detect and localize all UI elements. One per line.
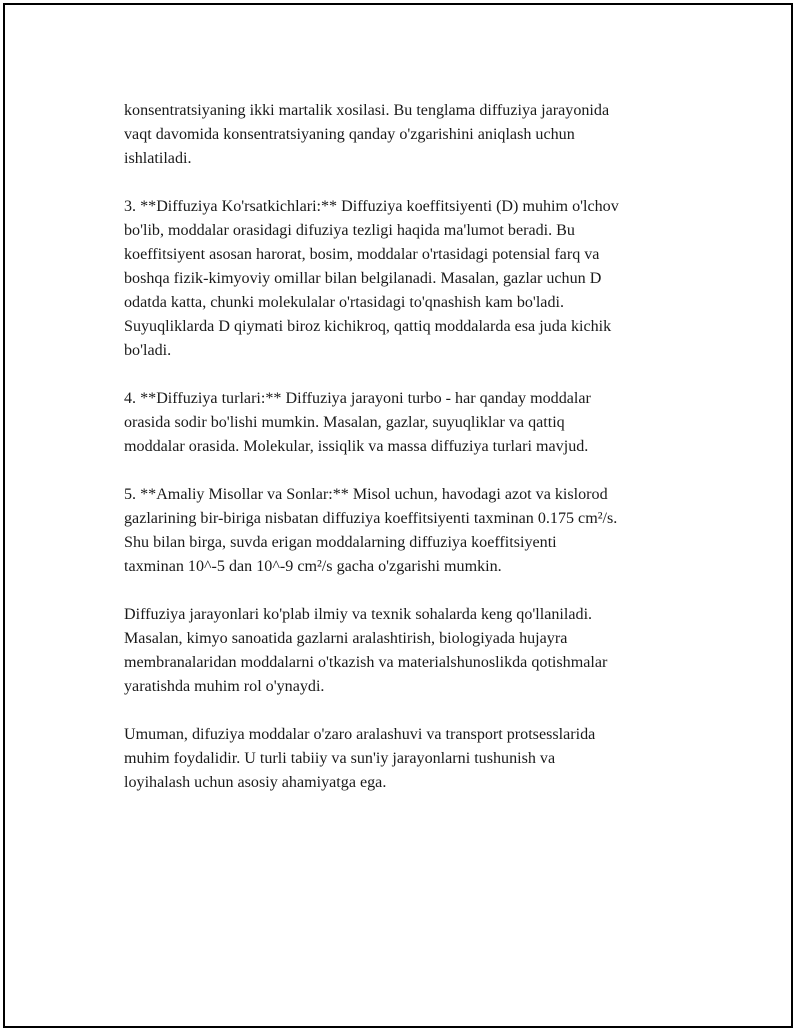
text-line: yaratishda muhim rol o'ynaydi. [124, 678, 325, 695]
text-line: 4. **Diffuziya turlari:** Diffuziya jarayoni turbo - har qanday moddalar [124, 390, 591, 407]
text-line: Umuman, difuziya moddalar o'zaro aralashuvi va transport protsesslarida [124, 726, 596, 743]
text-line: vaqt davomida konsentratsiyaning qanday o'zgarishini aniqlash uchun [124, 126, 575, 143]
text-line: bo'ladi. [124, 342, 172, 359]
paragraph-applications [124, 603, 714, 699]
text-line: boshqa fizik-kimyoviy omillar bilan belgilanadi. Masalan, gazlar uchun D [124, 270, 602, 287]
paragraph-practical-examples [124, 483, 714, 579]
text-line: konsentratsiyaning ikki martalik xosilasi. Bu tenglama diffuziya jarayonida [124, 102, 610, 119]
text-line: 5. **Amaliy Misollar va Sonlar:** Misol uchun, havodagi azot va kislorod [124, 486, 608, 503]
text-line: odatda katta, chunki molekulalar o'rtasidagi to'qnashish kam bo'ladi. [124, 294, 564, 311]
document-body [124, 99, 714, 819]
text-line: Suyuqliklarda D qiymati biroz kichikroq, qattiq moddalarda esa juda kichik [124, 318, 612, 335]
text-line: Shu bilan birga, suvda erigan moddalarning diffuziya koeffitsiyenti [124, 534, 557, 551]
paragraph-diffusion-indicators [124, 195, 714, 363]
text-line: membranalaridan moddalarni o'tkazish va materialshunoslikda qotishmalar [124, 654, 608, 671]
paragraph-diffusion-types [124, 387, 714, 459]
text-line: moddalar orasida. Molekular, issiqlik va massa diffuziya turlari mavjud. [124, 438, 589, 455]
text-line: taxminan 10^-5 dan 10^-9 cm²/s gacha o'zgarishi mumkin. [124, 558, 502, 575]
text-line: koeffitsiyent asosan harorat, bosim, moddalar o'rtasidagi potensial farq va [124, 246, 600, 263]
page-frame [3, 3, 793, 1028]
paragraph-continuation [124, 99, 714, 171]
text-line: Diffuziya jarayonlari ko'plab ilmiy va texnik sohalarda keng qo'llaniladi. [124, 606, 593, 623]
text-line: 3. **Diffuziya Ko'rsatkichlari:** Diffuziya koeffitsiyenti (D) muhim o'lchov [124, 198, 619, 215]
text-line: bo'lib, moddalar orasidagi difuziya tezligi haqida ma'lumot beradi. Bu [124, 222, 575, 239]
text-line: Masalan, kimyo sanoatida gazlarni aralashtirish, biologiyada hujayra [124, 630, 568, 647]
text-line: loyihalash uchun asosiy ahamiyatga ega. [124, 774, 387, 791]
text-line: gazlarining bir-biriga nisbatan diffuziya koeffitsiyenti taxminan 0.175 cm²/s. [124, 510, 618, 527]
text-line: ishlatiladi. [124, 150, 192, 167]
text-line: orasida sodir bo'lishi mumkin. Masalan, gazlar, suyuqliklar va qattiq [124, 414, 565, 431]
paragraph-conclusion [124, 723, 714, 795]
text-line: muhim foydalidir. U turli tabiiy va sun'iy jarayonlarni tushunish va [124, 750, 556, 767]
